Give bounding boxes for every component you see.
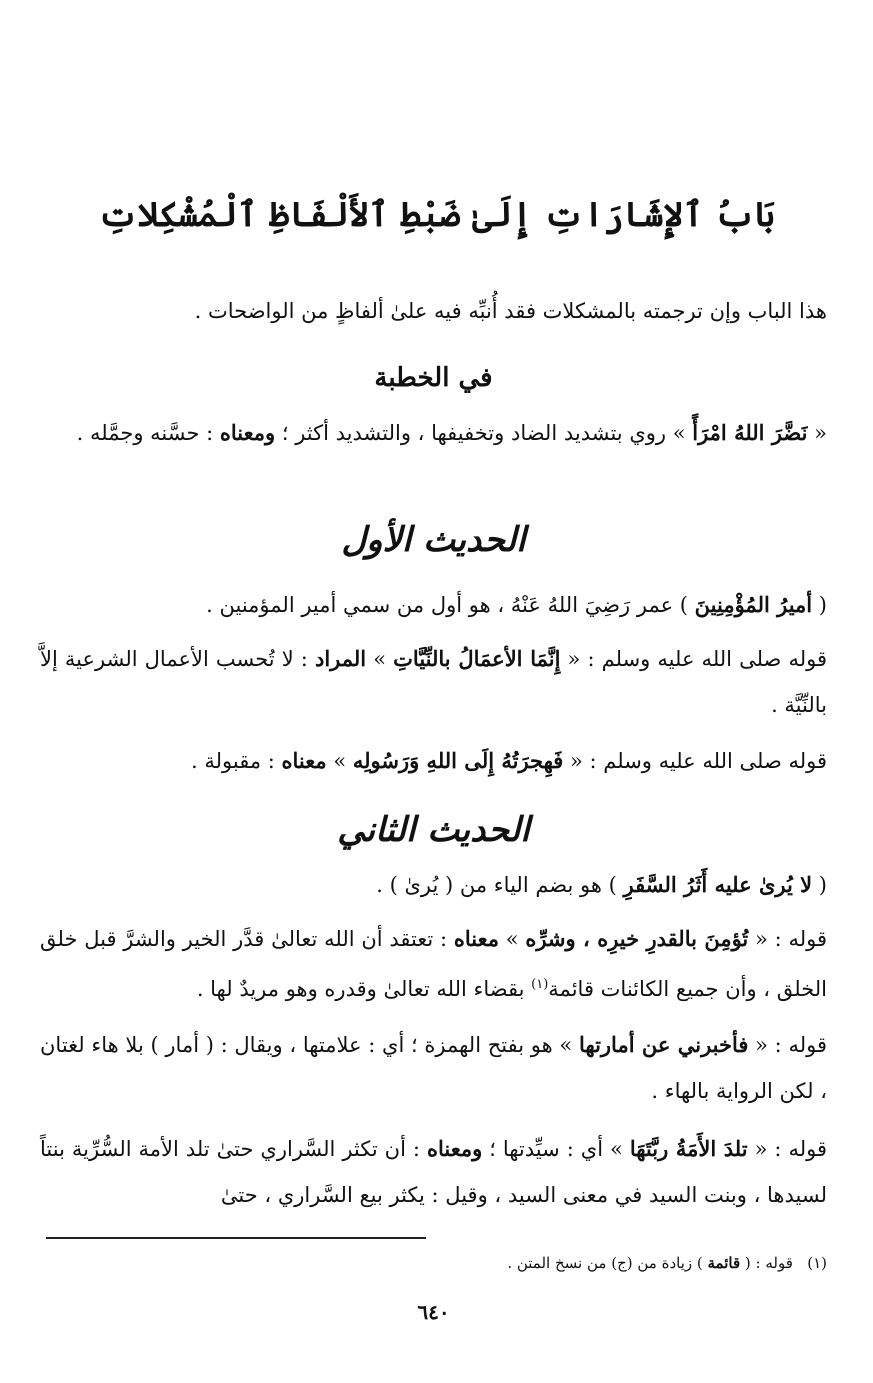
- hadith-heading-2: الحديث الثاني: [337, 810, 530, 850]
- term: أميرُ المُؤْمِنِينَ: [694, 592, 813, 617]
- quoted-phrase: لا يُرىٰ عليه أَثَرُ السَّفَرِ: [623, 872, 813, 897]
- quoted-phrase: تلدَ الأَمَةُ ربَّتَهَا: [629, 1136, 748, 1161]
- paragraph-text: ) هو بضم الياء من ( يُرىٰ ) .: [376, 873, 624, 897]
- paragraph-text: »: [326, 749, 353, 773]
- footnote-number: (١): [807, 1254, 827, 1272]
- paragraph-text: : حسَّنه وجمَّله .: [76, 421, 220, 445]
- paragraph-text: »: [498, 927, 526, 951]
- quote-open: «: [807, 421, 827, 445]
- quoted-phrase: تُؤمِنَ بالقدرِ خيرِه ، وشرِّه: [525, 926, 749, 951]
- paragraph-text: : أن تكثر السَّراري حتىٰ تلد الأمة السُّرِّية بنتاً لسيدها ، وبنت السيد في معنى السيد ، وقيل : يكثر بيع السَّراري ، حتىٰ: [40, 1137, 827, 1207]
- bracket-open: (: [812, 593, 827, 617]
- hadith-heading-1: الحديث الأول: [341, 520, 526, 560]
- page-number: ٦٤٠: [417, 1300, 450, 1324]
- quoted-phrase: فَهِجرَتُهُ إِلَى اللهِ وَرَسُولِه: [352, 748, 564, 773]
- khutba-paragraph: [40, 410, 827, 456]
- section-heading-khutba: في الخطبة: [374, 363, 493, 393]
- intro-paragraph: هذا الباب وإن ترجمته بالمشكلات فقد أُنبِّه فيه علىٰ ألفاظٍ من الواضحات .: [194, 299, 827, 323]
- label: المراد: [314, 646, 367, 671]
- paragraph-text: : مقبولة .: [191, 749, 282, 773]
- hadith2-paragraph-1: [40, 862, 827, 908]
- paragraph-text: قوله : «: [748, 1033, 827, 1057]
- paragraph-text: قوله صلى الله عليه وسلم : «: [560, 647, 828, 671]
- label: معناه: [453, 926, 499, 951]
- paragraph-text: : تعتقد أن الله تعالىٰ قدَّر الخير والشرَّ قبل خلق الخلق ، وأن جميع الكائنات قائمة: [40, 927, 827, 1001]
- quoted-phrase: إِنَّمَا الأعمَالُ بالنِّيَّاتِ: [393, 646, 561, 671]
- paragraph-text: قوله صلى الله عليه وسلم : «: [563, 749, 827, 773]
- footnote-text: قوله : (: [740, 1254, 793, 1272]
- footnote-text: ) زيادة من (ج) من نسخ المتن .: [507, 1254, 708, 1272]
- paragraph-text: بقضاء الله تعالىٰ وقدره وهو مريدٌ لها .: [196, 977, 532, 1001]
- footnote: [40, 1250, 827, 1276]
- hadith2-paragraph-3: [40, 1022, 827, 1114]
- paragraph-text: »: [366, 647, 394, 671]
- hadith1-paragraph-2: [40, 636, 827, 728]
- hadith2-paragraph-2: [40, 916, 827, 1012]
- paragraph-text: قوله : «: [748, 927, 827, 951]
- paragraph-text: : لا تُحسب الأعمال الشرعية إلاَّ بالنِّيَّة .: [40, 647, 827, 717]
- paragraph-text: » أي : سيِّدتها ؛: [482, 1137, 630, 1161]
- paragraph-text: » هو بفتح الهمزة ؛ أي : علامتها ، ويقال : ( أمار ) بلا هاء لغتان ، لكن الرواية بالهاء .: [40, 1033, 827, 1103]
- meaning-label: ومعناه: [219, 420, 276, 445]
- quoted-phrase: نَضَّرَ اللهُ امْرَأً: [692, 420, 808, 445]
- hadith2-paragraph-4: [40, 1126, 827, 1218]
- hadith1-paragraph-1: [40, 582, 827, 628]
- label: معناه: [281, 748, 327, 773]
- quoted-phrase: فأخبرني عن أمارتها: [578, 1032, 749, 1057]
- paragraph-text: قوله : «: [747, 1137, 827, 1161]
- footnote-marker[interactable]: (١): [531, 977, 549, 992]
- footnote-term: قائمة: [707, 1254, 741, 1272]
- label: ومعناه: [426, 1136, 483, 1161]
- hadith1-paragraph-3: [40, 738, 827, 784]
- footnote-divider: [46, 1237, 426, 1239]
- bracket-open: (: [812, 873, 827, 897]
- paragraph-text: » روي بتشديد الضاد وتخفيفها ، والتشديد أكثر ؛: [275, 421, 693, 445]
- paragraph-text: ) عمر رَضِيَ اللهُ عَنْهُ ، هو أول من سمي أمير المؤمنين .: [206, 593, 695, 617]
- chapter-title: بَابُ ٱلإِشَارَاتِ إِلَىٰ ضَبْطِ ٱلأَلْفَاظِ ٱلْمُشْكِلاتِ: [98, 195, 775, 235]
